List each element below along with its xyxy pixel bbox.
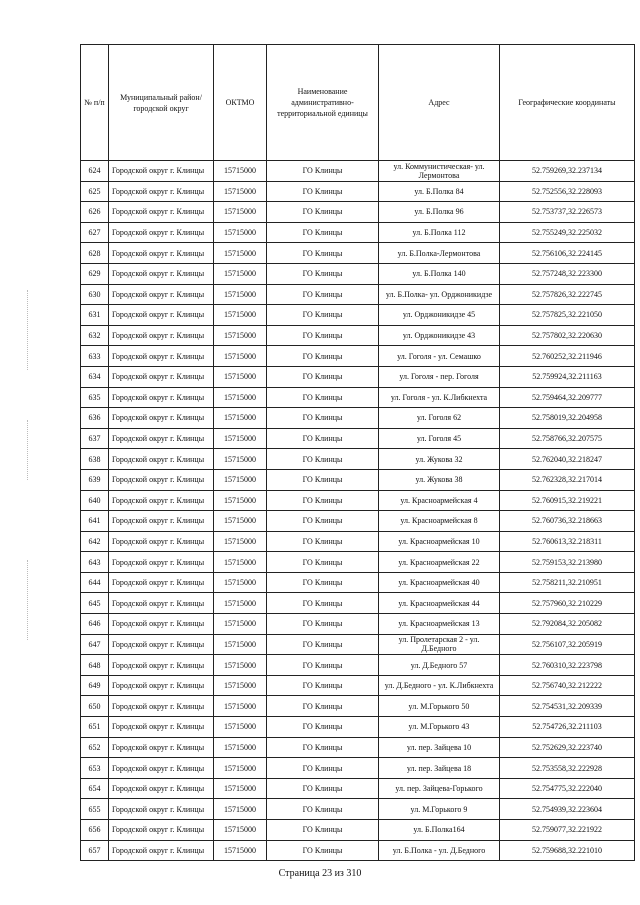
row-municipality-cell: Городской округ г. Клинцы [109, 387, 214, 408]
row-admin-unit-cell: ГО Клинцы [267, 490, 379, 511]
row-oktmo-cell: 15715000 [214, 284, 267, 305]
row-coordinates-cell: 52.753737,32.226573 [500, 202, 635, 223]
row-municipality-cell: Городской округ г. Клинцы [109, 428, 214, 449]
table-row [81, 284, 635, 305]
row-admin-unit-cell: ГО Клинцы [267, 428, 379, 449]
row-municipality-cell: Городской округ г. Клинцы [109, 346, 214, 367]
row-coordinates-cell: 52.759924,32.211163 [500, 366, 635, 387]
row-coordinates-cell: 52.757826,32.222745 [500, 284, 635, 305]
row-number-cell: 635 [81, 387, 109, 408]
row-number-cell: 645 [81, 593, 109, 614]
row-municipality-cell: Городской округ г. Клинцы [109, 572, 214, 593]
row-oktmo-cell: 15715000 [214, 366, 267, 387]
row-coordinates-cell: 52.758211,32.210951 [500, 572, 635, 593]
row-oktmo-cell: 15715000 [214, 408, 267, 429]
row-coordinates-cell: 52.757960,32.210229 [500, 593, 635, 614]
row-address-cell: ул. Б.Полка 140 [379, 263, 500, 284]
row-municipality-cell: Городской округ г. Клинцы [109, 449, 214, 470]
row-admin-unit-cell: ГО Клинцы [267, 243, 379, 264]
table-row [81, 387, 635, 408]
row-municipality-cell: Городской округ г. Клинцы [109, 202, 214, 223]
row-coordinates-cell: 52.753558,32.222928 [500, 758, 635, 779]
row-municipality-cell: Городской округ г. Клинцы [109, 305, 214, 326]
row-admin-unit-cell: ГО Клинцы [267, 717, 379, 738]
row-address-cell: ул. Красноармейская 10 [379, 531, 500, 552]
table-row [81, 366, 635, 387]
row-admin-unit-cell: ГО Клинцы [267, 366, 379, 387]
row-oktmo-cell: 15715000 [214, 222, 267, 243]
row-number-cell: 641 [81, 511, 109, 532]
header-address: Адрес [379, 45, 500, 161]
row-address-cell: ул. Б.Полка-Лермонтова [379, 243, 500, 264]
header-municipality: Муниципальный район/городской округ [109, 45, 214, 161]
row-admin-unit-cell: ГО Клинцы [267, 572, 379, 593]
row-coordinates-cell: 52.752629,32.223740 [500, 737, 635, 758]
row-oktmo-cell: 15715000 [214, 675, 267, 696]
row-oktmo-cell: 15715000 [214, 469, 267, 490]
row-oktmo-cell: 15715000 [214, 387, 267, 408]
row-address-cell: ул. Гоголя - ул. Семашко [379, 346, 500, 367]
table-row [81, 552, 635, 573]
row-coordinates-cell: 52.756740,32.212222 [500, 675, 635, 696]
row-admin-unit-cell: ГО Клинцы [267, 449, 379, 470]
table-row [81, 449, 635, 470]
row-address-cell: ул. Орджоникидзе 45 [379, 305, 500, 326]
row-admin-unit-cell: ГО Клинцы [267, 284, 379, 305]
row-coordinates-cell: 52.754531,32.209339 [500, 696, 635, 717]
row-municipality-cell: Городской округ г. Клинцы [109, 222, 214, 243]
row-oktmo-cell: 15715000 [214, 531, 267, 552]
table-row [81, 243, 635, 264]
row-admin-unit-cell: ГО Клинцы [267, 799, 379, 820]
row-number-cell: 638 [81, 449, 109, 470]
row-oktmo-cell: 15715000 [214, 634, 267, 655]
row-address-cell: ул. Б.Полка- ул. Орджоникидзе [379, 284, 500, 305]
row-coordinates-cell: 52.757825,32.221050 [500, 305, 635, 326]
row-address-cell: ул. Красноармейская 13 [379, 614, 500, 635]
row-number-cell: 629 [81, 263, 109, 284]
row-coordinates-cell: 52.759153,32.213980 [500, 552, 635, 573]
table-row [81, 614, 635, 635]
table-row [81, 408, 635, 429]
table-row [81, 346, 635, 367]
row-address-cell: ул. Красноармейская 8 [379, 511, 500, 532]
row-number-cell: 644 [81, 572, 109, 593]
row-coordinates-cell: 52.757802,32.220630 [500, 325, 635, 346]
row-admin-unit-cell: ГО Клинцы [267, 161, 379, 182]
row-coordinates-cell: 52.760736,32.218663 [500, 511, 635, 532]
row-admin-unit-cell: ГО Клинцы [267, 263, 379, 284]
margin-dotted-line [27, 290, 29, 370]
row-municipality-cell: Городской округ г. Клинцы [109, 531, 214, 552]
row-admin-unit-cell: ГО Клинцы [267, 305, 379, 326]
row-number-cell: 653 [81, 758, 109, 779]
row-admin-unit-cell: ГО Клинцы [267, 614, 379, 635]
row-coordinates-cell: 52.759077,32.221922 [500, 820, 635, 841]
row-admin-unit-cell: ГО Клинцы [267, 202, 379, 223]
table-row [81, 593, 635, 614]
row-oktmo-cell: 15715000 [214, 346, 267, 367]
row-oktmo-cell: 15715000 [214, 778, 267, 799]
row-number-cell: 652 [81, 737, 109, 758]
row-oktmo-cell: 15715000 [214, 820, 267, 841]
row-address-cell: ул. Красноармейская 4 [379, 490, 500, 511]
row-oktmo-cell: 15715000 [214, 181, 267, 202]
row-number-cell: 654 [81, 778, 109, 799]
row-municipality-cell: Городской округ г. Клинцы [109, 593, 214, 614]
row-coordinates-cell: 52.759688,32.221010 [500, 840, 635, 861]
row-number-cell: 632 [81, 325, 109, 346]
row-oktmo-cell: 15715000 [214, 449, 267, 470]
row-number-cell: 656 [81, 820, 109, 841]
row-coordinates-cell: 52.760915,32.219221 [500, 490, 635, 511]
row-address-cell: ул. Б.Полка 84 [379, 181, 500, 202]
row-number-cell: 643 [81, 552, 109, 573]
row-address-cell: ул. Б.Полка 96 [379, 202, 500, 223]
table-row [81, 655, 635, 676]
row-address-cell: ул. пер. Зайцева 18 [379, 758, 500, 779]
table-body [81, 161, 635, 861]
row-admin-unit-cell: ГО Клинцы [267, 181, 379, 202]
row-municipality-cell: Городской округ г. Клинцы [109, 552, 214, 573]
row-municipality-cell: Городской округ г. Клинцы [109, 655, 214, 676]
row-number-cell: 651 [81, 717, 109, 738]
table-row [81, 222, 635, 243]
row-municipality-cell: Городской округ г. Клинцы [109, 325, 214, 346]
row-number-cell: 636 [81, 408, 109, 429]
row-oktmo-cell: 15715000 [214, 593, 267, 614]
header-number: № п/п [81, 45, 109, 161]
row-oktmo-cell: 15715000 [214, 325, 267, 346]
row-municipality-cell: Городской округ г. Клинцы [109, 758, 214, 779]
row-coordinates-cell: 52.754939,32.223604 [500, 799, 635, 820]
table-row [81, 490, 635, 511]
row-number-cell: 655 [81, 799, 109, 820]
row-admin-unit-cell: ГО Клинцы [267, 552, 379, 573]
row-address-cell: ул. Жукова 32 [379, 449, 500, 470]
row-address-cell: ул. Красноармейская 44 [379, 593, 500, 614]
table-row [81, 675, 635, 696]
row-admin-unit-cell: ГО Клинцы [267, 696, 379, 717]
row-number-cell: 627 [81, 222, 109, 243]
row-oktmo-cell: 15715000 [214, 572, 267, 593]
row-oktmo-cell: 15715000 [214, 614, 267, 635]
row-municipality-cell: Городской округ г. Клинцы [109, 614, 214, 635]
row-admin-unit-cell: ГО Клинцы [267, 634, 379, 655]
table-row [81, 428, 635, 449]
row-coordinates-cell: 52.760310,32.223798 [500, 655, 635, 676]
row-oktmo-cell: 15715000 [214, 758, 267, 779]
row-municipality-cell: Городской округ г. Клинцы [109, 181, 214, 202]
row-address-cell: ул. пер. Зайцева-Горького [379, 778, 500, 799]
row-admin-unit-cell: ГО Клинцы [267, 387, 379, 408]
table-row [81, 531, 635, 552]
row-coordinates-cell: 52.760252,32.211946 [500, 346, 635, 367]
row-oktmo-cell: 15715000 [214, 511, 267, 532]
row-number-cell: 650 [81, 696, 109, 717]
row-address-cell: ул. Б.Полка - ул. Д.Бедного [379, 840, 500, 861]
row-admin-unit-cell: ГО Клинцы [267, 840, 379, 861]
row-number-cell: 646 [81, 614, 109, 635]
table-header-row [81, 45, 635, 161]
row-municipality-cell: Городской округ г. Клинцы [109, 675, 214, 696]
row-address-cell: ул. Гоголя 62 [379, 408, 500, 429]
table-row [81, 202, 635, 223]
row-oktmo-cell: 15715000 [214, 696, 267, 717]
row-oktmo-cell: 15715000 [214, 243, 267, 264]
row-address-cell: ул. М.Горького 9 [379, 799, 500, 820]
row-number-cell: 634 [81, 366, 109, 387]
row-admin-unit-cell: ГО Клинцы [267, 222, 379, 243]
table-row [81, 696, 635, 717]
row-admin-unit-cell: ГО Клинцы [267, 675, 379, 696]
header-coordinates: Географические координаты [500, 45, 635, 161]
locations-table [80, 44, 635, 861]
row-municipality-cell: Городской округ г. Клинцы [109, 243, 214, 264]
row-number-cell: 647 [81, 634, 109, 655]
row-number-cell: 631 [81, 305, 109, 326]
table-row [81, 840, 635, 861]
row-admin-unit-cell: ГО Клинцы [267, 346, 379, 367]
row-coordinates-cell: 52.760613,32.218311 [500, 531, 635, 552]
row-number-cell: 640 [81, 490, 109, 511]
row-oktmo-cell: 15715000 [214, 161, 267, 182]
row-admin-unit-cell: ГО Клинцы [267, 778, 379, 799]
row-municipality-cell: Городской округ г. Клинцы [109, 696, 214, 717]
row-admin-unit-cell: ГО Клинцы [267, 531, 379, 552]
row-coordinates-cell: 52.754775,32.222040 [500, 778, 635, 799]
row-admin-unit-cell: ГО Клинцы [267, 408, 379, 429]
row-admin-unit-cell: ГО Клинцы [267, 325, 379, 346]
row-oktmo-cell: 15715000 [214, 305, 267, 326]
row-oktmo-cell: 15715000 [214, 202, 267, 223]
row-oktmo-cell: 15715000 [214, 717, 267, 738]
row-municipality-cell: Городской округ г. Клинцы [109, 840, 214, 861]
row-number-cell: 626 [81, 202, 109, 223]
row-municipality-cell: Городской округ г. Клинцы [109, 511, 214, 532]
row-coordinates-cell: 52.758019,32.204958 [500, 408, 635, 429]
row-number-cell: 639 [81, 469, 109, 490]
margin-dotted-line [27, 560, 29, 640]
row-municipality-cell: Городской округ г. Клинцы [109, 490, 214, 511]
row-municipality-cell: Городской округ г. Клинцы [109, 717, 214, 738]
table-row [81, 161, 635, 182]
row-oktmo-cell: 15715000 [214, 263, 267, 284]
row-address-cell: ул. Гоголя 45 [379, 428, 500, 449]
table-row [81, 572, 635, 593]
table-row [81, 778, 635, 799]
row-coordinates-cell: 52.758766,32.207575 [500, 428, 635, 449]
row-coordinates-cell: 52.754726,32.211103 [500, 717, 635, 738]
row-address-cell: ул. пер. Зайцева 10 [379, 737, 500, 758]
row-oktmo-cell: 15715000 [214, 655, 267, 676]
table-row [81, 325, 635, 346]
row-address-cell: ул. Гоголя - ул. К.Либкнехта [379, 387, 500, 408]
row-coordinates-cell: 52.759464,32.209777 [500, 387, 635, 408]
row-address-cell: ул. Д.Бедного 57 [379, 655, 500, 676]
row-coordinates-cell: 52.762040,32.218247 [500, 449, 635, 470]
row-oktmo-cell: 15715000 [214, 428, 267, 449]
row-coordinates-cell: 52.759269,32.237134 [500, 161, 635, 182]
row-address-cell: ул. Пролетарская 2 - ул. Д.Бедного [379, 634, 500, 655]
row-oktmo-cell: 15715000 [214, 737, 267, 758]
row-admin-unit-cell: ГО Клинцы [267, 469, 379, 490]
row-admin-unit-cell: ГО Клинцы [267, 820, 379, 841]
row-municipality-cell: Городской округ г. Клинцы [109, 778, 214, 799]
row-number-cell: 625 [81, 181, 109, 202]
table-row [81, 737, 635, 758]
row-oktmo-cell: 15715000 [214, 840, 267, 861]
row-number-cell: 628 [81, 243, 109, 264]
row-address-cell: ул. Б.Полка 112 [379, 222, 500, 243]
row-municipality-cell: Городской округ г. Клинцы [109, 284, 214, 305]
document-table-container [80, 44, 634, 861]
table-row [81, 263, 635, 284]
row-admin-unit-cell: ГО Клинцы [267, 593, 379, 614]
row-municipality-cell: Городской округ г. Клинцы [109, 820, 214, 841]
table-row [81, 758, 635, 779]
row-coordinates-cell: 52.756106,32.224145 [500, 243, 635, 264]
row-admin-unit-cell: ГО Клинцы [267, 737, 379, 758]
row-oktmo-cell: 15715000 [214, 490, 267, 511]
row-municipality-cell: Городской округ г. Клинцы [109, 408, 214, 429]
row-municipality-cell: Городской округ г. Клинцы [109, 737, 214, 758]
row-address-cell: ул. М.Горького 43 [379, 717, 500, 738]
row-municipality-cell: Городской округ г. Клинцы [109, 263, 214, 284]
table-row [81, 717, 635, 738]
table-row [81, 181, 635, 202]
row-municipality-cell: Городской округ г. Клинцы [109, 799, 214, 820]
table-row [81, 799, 635, 820]
row-municipality-cell: Городской округ г. Клинцы [109, 161, 214, 182]
row-number-cell: 657 [81, 840, 109, 861]
row-number-cell: 630 [81, 284, 109, 305]
row-coordinates-cell: 52.762328,32.217014 [500, 469, 635, 490]
row-coordinates-cell: 52.755249,32.225032 [500, 222, 635, 243]
row-oktmo-cell: 15715000 [214, 799, 267, 820]
table-row [81, 820, 635, 841]
row-municipality-cell: Городской округ г. Клинцы [109, 634, 214, 655]
row-address-cell: ул. Б.Полка164 [379, 820, 500, 841]
page-footer: Страница 23 из 310 [278, 868, 362, 879]
row-address-cell: ул. М.Горького 50 [379, 696, 500, 717]
row-address-cell: ул. Жукова 38 [379, 469, 500, 490]
margin-dotted-line [27, 420, 29, 480]
row-address-cell: ул. Коммунистическая- ул. Лермонтова [379, 161, 500, 182]
row-address-cell: ул. Красноармейская 40 [379, 572, 500, 593]
row-coordinates-cell: 52.792084,32.205082 [500, 614, 635, 635]
row-address-cell: ул. Д.Бедного - ул. К.Либкнехта [379, 675, 500, 696]
row-oktmo-cell: 15715000 [214, 552, 267, 573]
row-admin-unit-cell: ГО Клинцы [267, 758, 379, 779]
table-row [81, 511, 635, 532]
row-number-cell: 648 [81, 655, 109, 676]
row-municipality-cell: Городской округ г. Клинцы [109, 366, 214, 387]
header-oktmo: ОКТМО [214, 45, 267, 161]
table-row [81, 469, 635, 490]
table-row [81, 305, 635, 326]
row-address-cell: ул. Красноармейская 22 [379, 552, 500, 573]
table-row [81, 634, 635, 655]
row-number-cell: 642 [81, 531, 109, 552]
row-admin-unit-cell: ГО Клинцы [267, 655, 379, 676]
row-address-cell: ул. Гоголя - пер. Гоголя [379, 366, 500, 387]
row-coordinates-cell: 52.752556,32.228093 [500, 181, 635, 202]
row-number-cell: 633 [81, 346, 109, 367]
row-number-cell: 637 [81, 428, 109, 449]
row-address-cell: ул. Орджоникидзе 43 [379, 325, 500, 346]
row-municipality-cell: Городской округ г. Клинцы [109, 469, 214, 490]
row-admin-unit-cell: ГО Клинцы [267, 511, 379, 532]
row-number-cell: 649 [81, 675, 109, 696]
row-coordinates-cell: 52.757248,32.223300 [500, 263, 635, 284]
row-coordinates-cell: 52.756107,32.205919 [500, 634, 635, 655]
header-admin-unit: Наименование административно-территориальной единицы [267, 45, 379, 161]
row-number-cell: 624 [81, 161, 109, 182]
